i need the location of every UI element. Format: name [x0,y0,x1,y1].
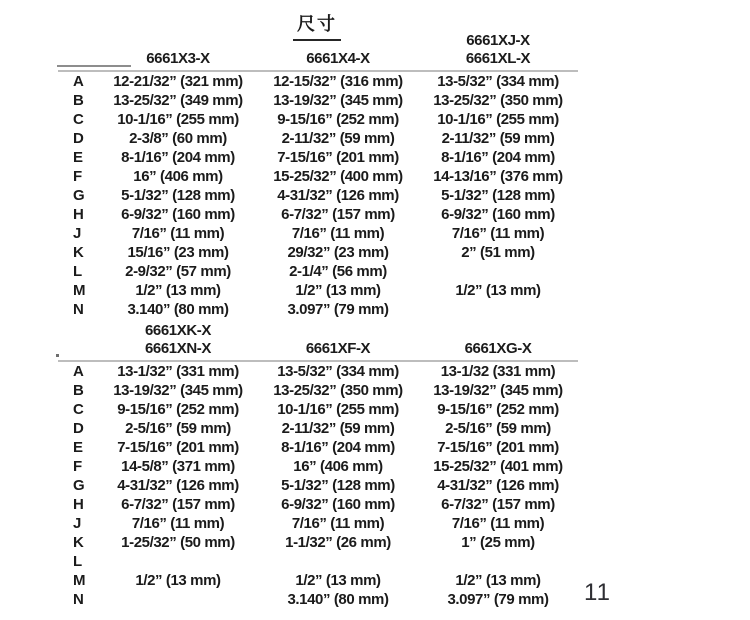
table-row [58,476,578,495]
dimension-value: 13-25/32” (349 mm) [113,92,243,109]
table-row [58,243,578,262]
dimension-value: 1/2” (13 mm) [455,282,541,299]
table-row [58,361,578,381]
dimension-value: 7/16” (11 mm) [451,515,545,532]
dimension-value: 8-1/16” (204 mm) [121,149,235,166]
dimensions-table-bottom [58,322,578,609]
dimension-value [98,552,258,571]
table-row [58,590,578,609]
row-label: A [73,363,84,380]
dimension-value: 2-5/16” (59 mm) [125,420,231,437]
dimension-value: 1/2” (13 mm) [135,282,221,299]
dimension-value: 8-1/16” (204 mm) [441,149,555,166]
dimension-value: 6-9/32” (160 mm) [441,206,555,223]
row-label: H [73,496,84,513]
header-spacer [58,322,98,340]
dimension-value: 1-1/32” (26 mm) [285,534,391,551]
table-row [58,457,578,476]
dimension-value: 6-9/32” (160 mm) [281,496,395,513]
dimension-value: 6-7/32” (157 mm) [281,206,395,223]
row-label: E [73,149,83,166]
dimension-value: 15-25/32” (400 mm) [273,168,403,185]
table-row [58,419,578,438]
dimension-value: 2-11/32” (59 mm) [281,130,395,147]
dimension-value: 2-1/4” (56 mm) [289,263,387,280]
header-row-2 [58,50,578,71]
dimension-value: 4-31/32” (126 mm) [437,477,559,494]
dimension-value: 8-1/16” (204 mm) [281,439,395,456]
table-row [58,552,578,571]
table-row [58,224,578,243]
dimension-value: 9-15/16” (252 mm) [437,401,559,418]
dimension-value: 13-1/32 (331 mm) [440,363,556,380]
table-row [58,262,578,281]
header-row-1 [58,322,578,340]
dimension-value: 29/32” (23 mm) [287,244,389,261]
dimension-value: 14-13/16” (376 mm) [433,168,563,185]
header-row-1 [58,32,578,50]
dimension-value: 13-25/32” (350 mm) [273,382,403,399]
row-label: K [73,244,84,261]
table-row [58,281,578,300]
dimension-value: 12-21/32” (321 mm) [113,73,243,90]
table-row [58,110,578,129]
dimension-value: 6-7/32” (157 mm) [121,496,235,513]
table-row [58,300,578,319]
dimension-value: 2” (51 mm) [461,244,535,261]
header-row-2 [58,340,578,361]
table-body [58,71,578,319]
table-row [58,400,578,419]
dimension-value [418,552,578,571]
dimension-value [418,262,578,281]
dimension-value: 7/16” (11 mm) [131,225,225,242]
dimension-value: 4-31/32” (126 mm) [277,187,399,204]
dimension-value: 1/2” (13 mm) [295,282,381,299]
row-label: D [73,420,84,437]
dimension-value: 7/16” (11 mm) [451,225,545,242]
dimension-value: 7/16” (11 mm) [291,225,385,242]
dimension-value: 15/16” (23 mm) [127,244,229,261]
dimension-value: 5-1/32” (128 mm) [281,477,395,494]
dimension-value: 1/2” (13 mm) [295,572,381,589]
column-header: 6661XG-X [418,340,578,361]
row-label: B [73,92,84,109]
dimension-value: 15-25/32” (401 mm) [433,458,563,475]
dimension-value: 2-11/32” (59 mm) [281,420,395,437]
table-row [58,514,578,533]
dimension-value: 1” (25 mm) [461,534,535,551]
table-header [58,322,578,361]
dimension-value: 3.097” (79 mm) [287,301,389,318]
dimension-value: 7-15/16” (201 mm) [437,439,559,456]
dimension-value: 7/16” (11 mm) [291,515,385,532]
table-row [58,148,578,167]
dimension-value: 5-1/32” (128 mm) [441,187,555,204]
dimension-value: 13-19/32” (345 mm) [113,382,243,399]
table-row [58,167,578,186]
table-row [58,71,578,91]
row-label: M [73,282,86,299]
row-label: L [73,263,82,280]
row-label: C [73,111,84,128]
table-row [58,205,578,224]
row-label: M [73,572,86,589]
row-label: N [73,591,84,608]
page-title: 尺寸 [293,10,341,41]
row-label: K [73,534,84,551]
dimension-value: 7-15/16” (201 mm) [277,149,399,166]
row-label: G [73,187,85,204]
row-label: G [73,477,85,494]
dimension-value [418,300,578,319]
column-header: 6661XK-X [144,322,211,339]
dimension-value: 9-15/16” (252 mm) [277,111,399,128]
table-row [58,533,578,552]
row-label: J [73,515,81,532]
column-header: 6661XL-X [418,50,578,71]
header-spacer [58,32,98,50]
dimension-value: 13-25/32” (350 mm) [433,92,563,109]
column-header [258,32,418,50]
page-number: 11 [584,579,611,606]
dimension-value: 4-31/32” (126 mm) [117,477,239,494]
dimension-value: 13-5/32” (334 mm) [437,73,559,90]
header-spacer [58,50,98,71]
row-label: E [73,439,83,456]
dimension-value: 7-15/16” (201 mm) [117,439,239,456]
row-label: H [73,206,84,223]
dimension-value [258,552,418,571]
table-body [58,361,578,609]
dimension-value: 9-15/16” (252 mm) [117,401,239,418]
column-header: 6661X4-X [258,50,418,71]
dimension-value: 6-7/32” (157 mm) [441,496,555,513]
dimension-value: 10-1/16” (255 mm) [437,111,559,128]
dimension-value: 2-3/8” (60 mm) [129,130,227,147]
table-header [58,32,578,71]
dimension-value: 16” (406 mm) [133,168,223,185]
dimension-value: 1/2” (13 mm) [135,572,221,589]
dimension-value: 2-9/32” (57 mm) [125,263,231,280]
table-row [58,129,578,148]
row-label: A [73,73,84,90]
dimension-value: 3.097” (79 mm) [447,591,549,608]
row-label: F [73,458,82,475]
dimension-value: 7/16” (11 mm) [131,515,225,532]
row-label: D [73,130,84,147]
table-row [58,186,578,205]
table-row [58,495,578,514]
dimension-value: 10-1/16” (255 mm) [277,401,399,418]
column-header [258,322,418,340]
dimension-value: 12-15/32” (316 mm) [273,73,403,90]
dimensions-table-top [58,32,578,319]
dimension-value: 1/2” (13 mm) [455,572,541,589]
table-row [58,438,578,457]
dimension-value: 16” (406 mm) [293,458,383,475]
row-label: F [73,168,82,185]
row-label: N [73,301,84,318]
column-header: 6661XF-X [258,340,418,361]
column-header [98,32,258,50]
dimension-value: 3.140” (80 mm) [287,591,389,608]
dimension-value [98,590,258,609]
dimension-value: 2-11/32” (59 mm) [441,130,555,147]
dimension-value: 6-9/32” (160 mm) [121,206,235,223]
dimension-value: 2-5/16” (59 mm) [445,420,551,437]
dimension-value: 13-19/32” (345 mm) [433,382,563,399]
row-label: C [73,401,84,418]
column-header: 6661XJ-X [466,32,530,49]
column-header [418,322,578,340]
dimension-value: 13-19/32” (345 mm) [273,92,403,109]
dimension-value: 5-1/32” (128 mm) [121,187,235,204]
column-header: 6661XN-X [98,340,258,361]
dimension-value: 13-5/32” (334 mm) [277,363,399,380]
dimension-value: 13-1/32” (331 mm) [117,363,239,380]
dimension-value: 10-1/16” (255 mm) [117,111,239,128]
row-label: J [73,225,81,242]
header-spacer [58,340,98,361]
table-row [58,91,578,110]
table-row [58,571,578,590]
row-label: L [73,553,82,570]
table-row [58,381,578,400]
row-label: B [73,382,84,399]
dimension-value: 1-25/32” (50 mm) [121,534,235,551]
column-header: 6661X3-X [98,50,258,71]
dimension-value: 3.140” (80 mm) [127,301,229,318]
dimension-value: 14-5/8” (371 mm) [121,458,235,475]
